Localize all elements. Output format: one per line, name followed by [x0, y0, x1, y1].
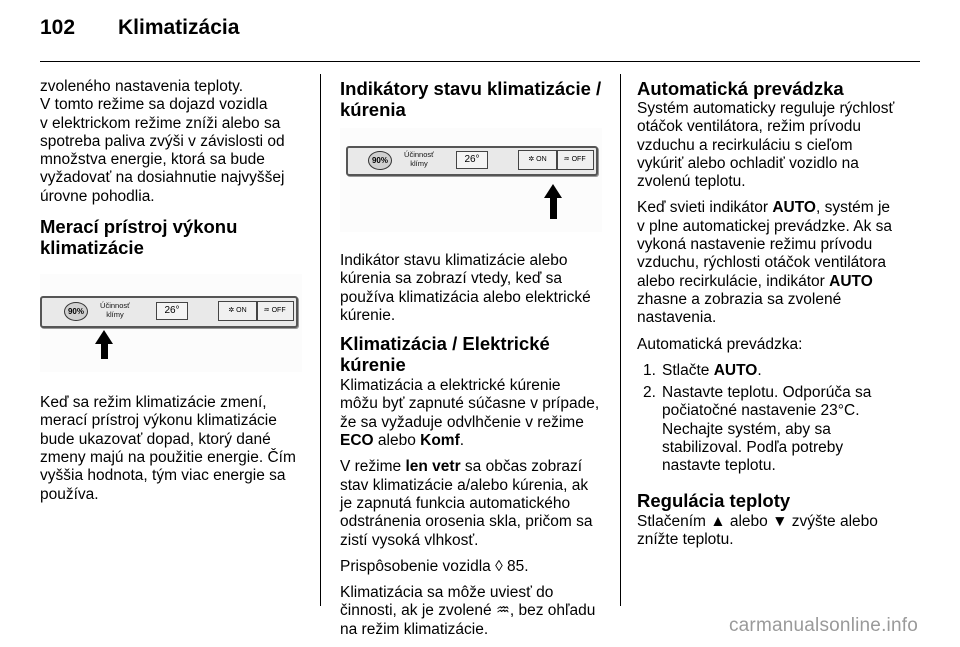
efficiency-label-2: Účinnosť klímy: [404, 150, 434, 168]
section-heading-auto: Automatická prevádzka: [637, 78, 844, 99]
efficiency-label: Účinnosť klímy: [100, 301, 130, 320]
col3-paragraph-4: Stlačením ▲ alebo ▼ zvýšte alebo znížte teplotu.: [637, 512, 878, 548]
col1-paragraph-1: zvoleného nastavenia teploty. V tomto režime sa dojazd vozidla v elektrickom režime zníži alebo sa spotreba paliva zvýši v závislosti od množstva energie, ktorá sa bude vyžadovať na dosiahnutie najvyššej úrovne pohodlia.: [40, 78, 285, 205]
col3-paragraph-1: Systém automaticky reguluje rýchlosť otáčok ventilátora, režim prívodu vzduchu a recirkuláciu s cieľom vykúriť alebo ochladiť vozidlo na zvolenú teplotu.: [637, 100, 895, 191]
column-divider-2: [620, 74, 621, 606]
efficiency-gauge: 90%: [64, 302, 88, 321]
arrow-up-icon-2: [544, 184, 562, 198]
section-heading-indicators: Indikátory stavu klimatizácie / kúrenia: [340, 78, 602, 120]
column-1: [40, 78, 310, 512]
heat-off-indicator: ♒ OFF: [263, 307, 286, 315]
section-heading-temp: Regulácia teploty: [637, 489, 791, 511]
column-divider-1: [320, 74, 321, 606]
col2-paragraph-5: Klimatizácia sa môže uviesť do činnosti, ak je zvolené ♒, bez ohľadu na režim klimatizácie.: [340, 584, 596, 638]
col2-paragraph-1: Indikátor stavu klimatizácie alebo kúrenia sa zobrazí vtedy, keď sa používa klimatizácia alebo elektrické kúrenie.: [340, 252, 591, 324]
column-2: [340, 78, 610, 647]
header-rule: [40, 61, 920, 62]
chapter-title: Klimatizácia: [118, 16, 240, 39]
ac-heat-indicators-2: [518, 150, 594, 170]
watermark: carmanualsonline.info: [728, 615, 918, 636]
page-header: [40, 16, 239, 40]
col3-paragraph-3: Automatická prevádzka:: [637, 335, 803, 353]
efficiency-meter-figure: [40, 274, 302, 372]
temperature-display-2: 26°: [456, 151, 488, 169]
arrow-up-icon: [95, 330, 113, 344]
col1-paragraph-2: Keď sa režim klimatizácie zmení, merací prístroj výkonu klimatizácie bude ukazovať dopad, ktorý dané zmeny majú na použitie energie. Čím vyššia hodnota, tým viac energie sa používa.: [40, 394, 296, 503]
temperature-display: 26°: [156, 302, 188, 320]
section-heading-meter: Merací prístroj výkonu klimatizácie: [40, 216, 238, 259]
col2-paragraph-4: Prispôsobenie vozidla ◊ 85.: [340, 557, 529, 575]
list-item: 2. Nastavte teplotu. Odporúča sa počiatočné nastavenie 23°C. Nechajte systém, aby sa stabilizoval. Podľa potreby nastavte teplotu.: [643, 384, 872, 475]
steps-list: [637, 362, 920, 476]
col2-paragraph-2: Klimatizácia a elektrické kúrenie môžu byť zapnuté súčasne v prípade, že sa vyžaduje odvlhčenie v režime ECO alebo Komf.: [340, 377, 600, 450]
efficiency-gauge-2: 90%: [368, 151, 392, 170]
ac-on-indicator-2: ✲ ON: [528, 156, 547, 163]
col3-paragraph-2: Keď svieti indikátor AUTO, systém je v plne automatickej prevádzke. Ak sa vykoná nastavenie režimu prívodu vzduchu, rýchlosti otáčok ventilátora alebo recirkulácie, indikátor AUTO zhasne a zobrazia sa zvolené nastavenia.: [637, 199, 893, 327]
list-item: 1. Stlačte AUTO.: [643, 361, 762, 379]
status-indicator-figure: [340, 128, 602, 232]
ac-heat-indicators: [218, 301, 294, 321]
col2-paragraph-3: V režime len vetr sa občas zobrazí stav klimatizácie a/alebo kúrenia, ak je zapnutá funkcia automatického odstránenia orosenia skla, pričom sa zistí vysoká vlhkosť.: [340, 458, 593, 549]
climate-panel: [40, 296, 298, 328]
heat-off-indicator-2: ♒ OFF: [563, 156, 586, 163]
section-heading-ac-heating: Klimatizácia / Elektrické kúrenie: [340, 333, 550, 376]
column-3: [637, 78, 920, 557]
climate-panel-2: [346, 146, 598, 176]
ac-on-indicator: ✲ ON: [228, 307, 247, 315]
page-number: 102: [40, 16, 76, 39]
